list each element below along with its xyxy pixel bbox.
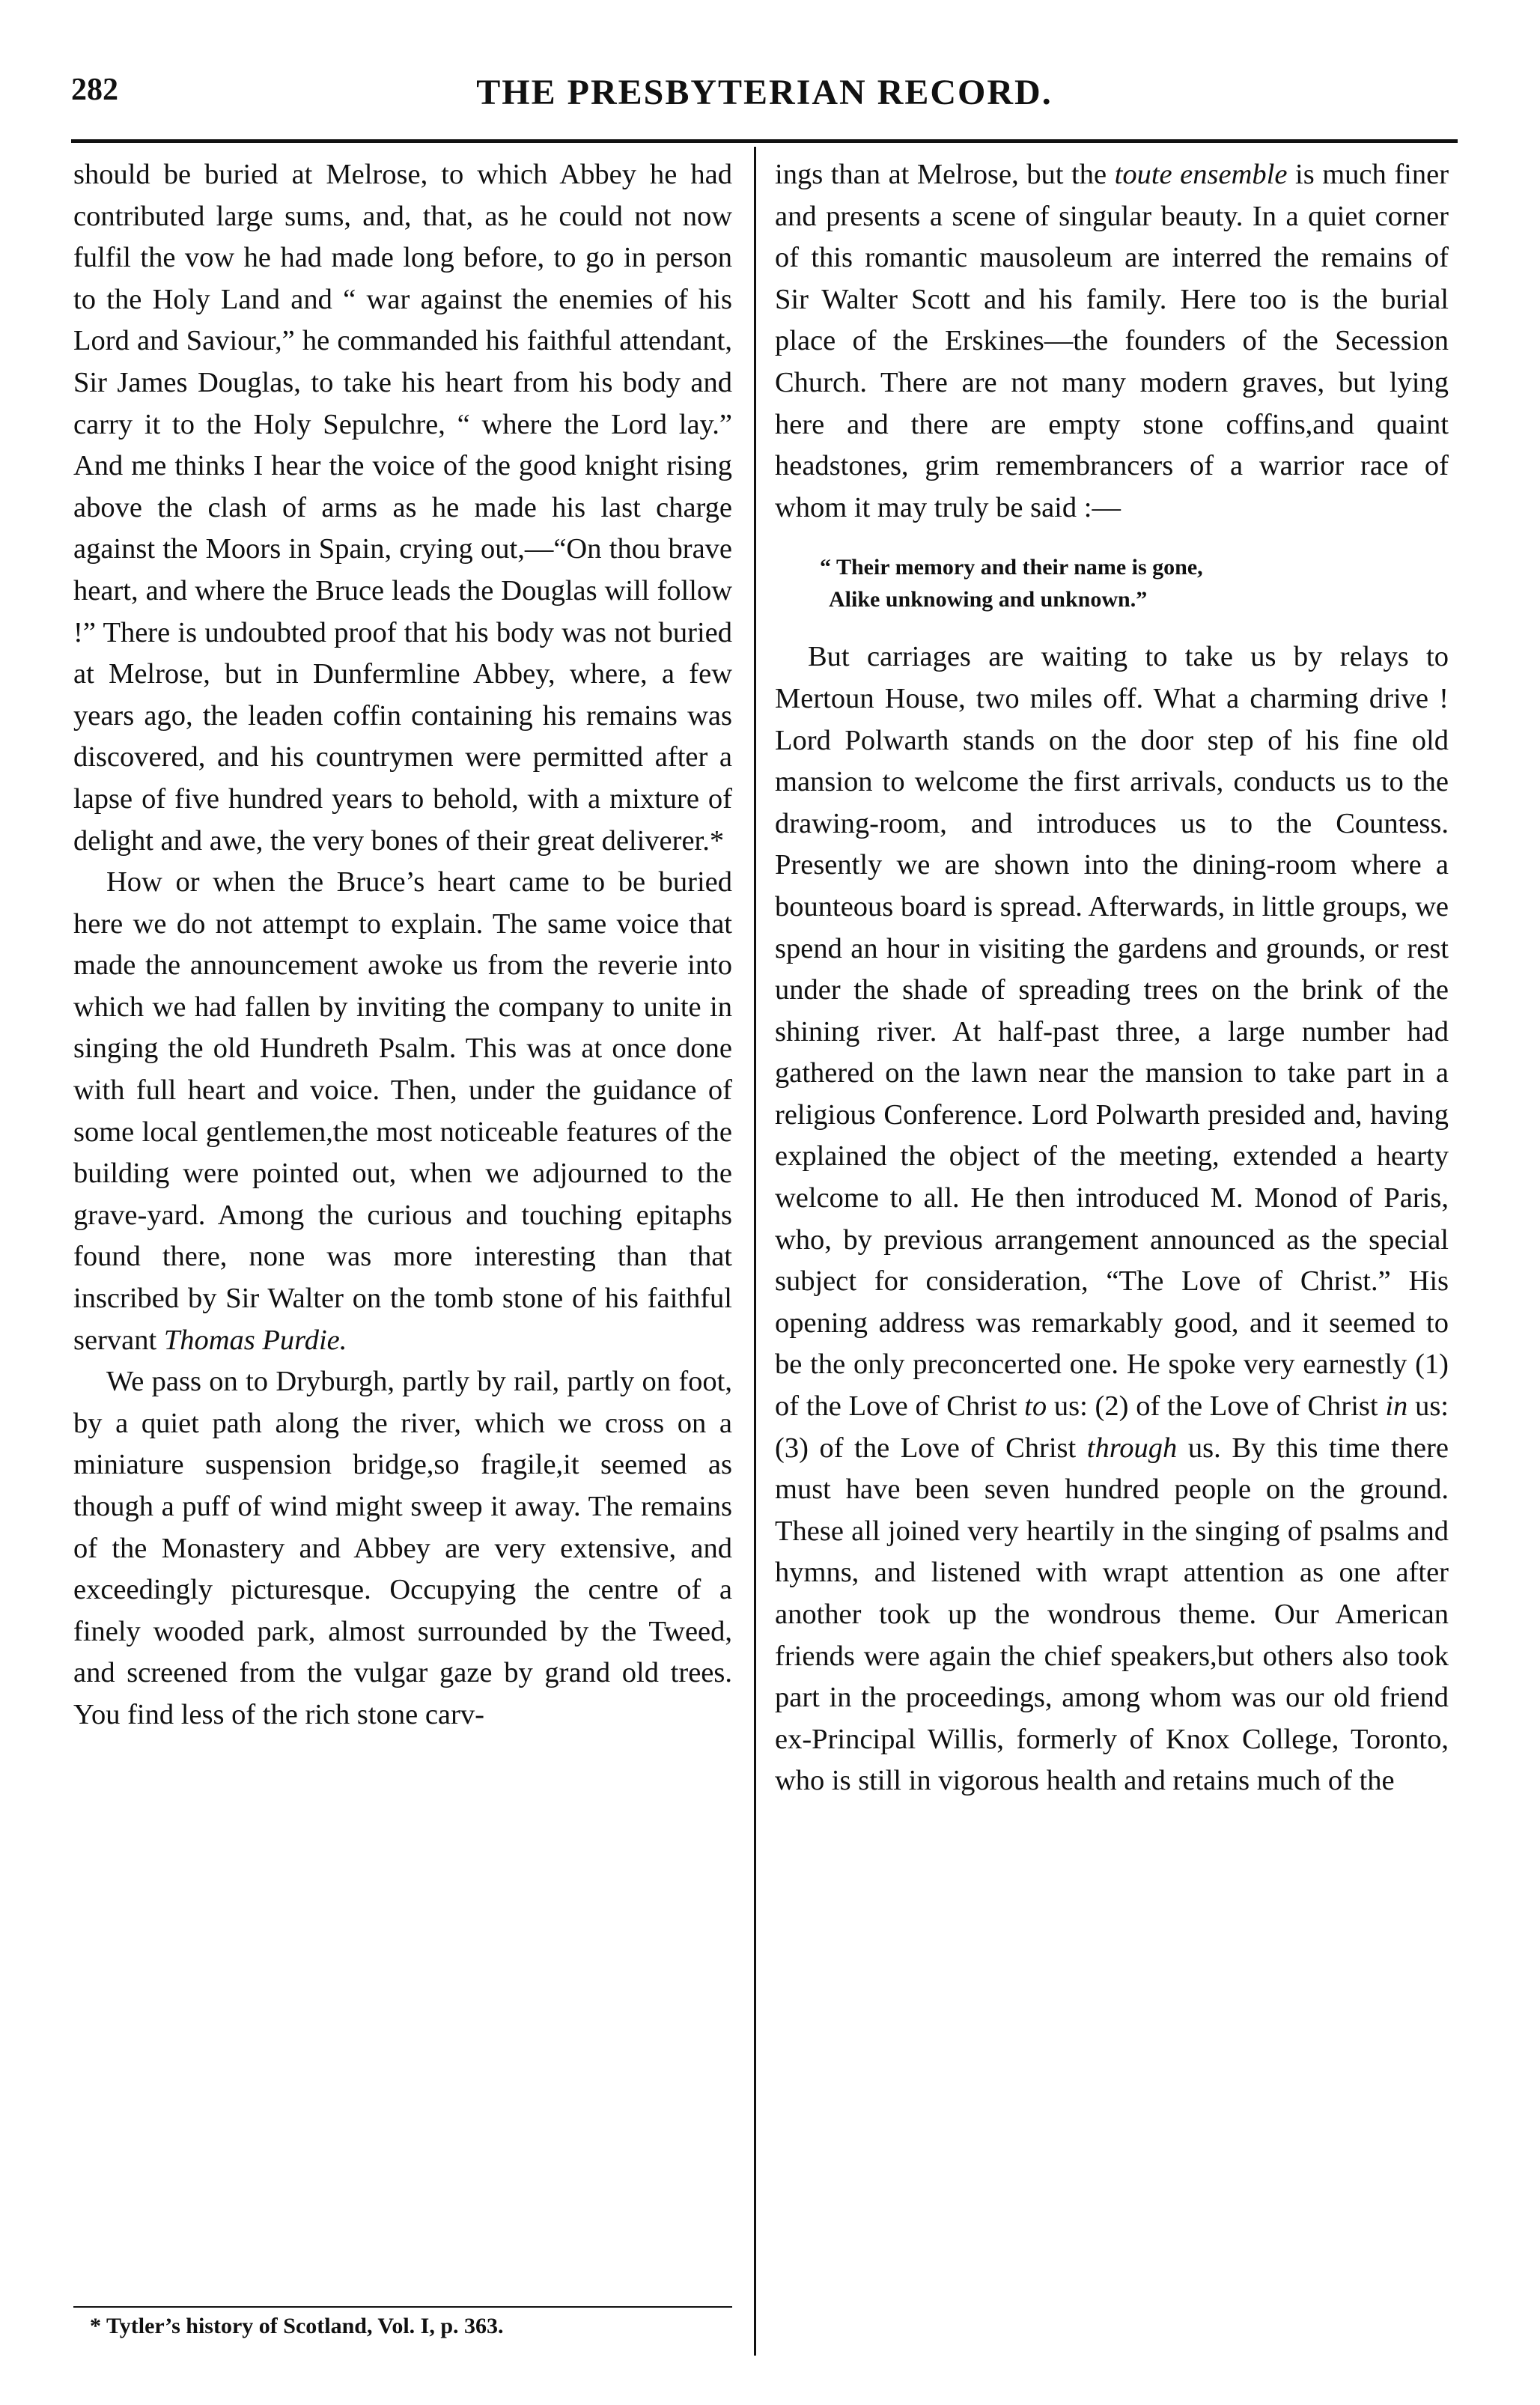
verse-line-2: Alike unknowing and unknown.”: [829, 587, 1148, 612]
page-header: [71, 72, 1458, 120]
footnote: * Tytler’s history of Scotland, Vol. I, p. 363.: [90, 2314, 504, 2338]
left-paragraph-2: [73, 862, 732, 1361]
italic-in: in: [1385, 1390, 1408, 1423]
right-paragraph-2-part-d: us. By this time there must have been seven hundred people on the ground. These all joined very heartily in the singing of psalms and hymns, and listened with wrapt attention as one after another took up the wondrous theme. Our American friends were again the chief speakers,but others also took part in the proceedings, among whom was our old friend ex-Principal Willis, formerly of Knox College, Toronto, who is still in vigorous health and retains much of the: [775, 1432, 1449, 1797]
right-paragraph-2-part-b: us: (2) of the Love of Christ: [1053, 1390, 1378, 1423]
right-paragraph-2-part-a: But carriages are waiting to take us by relays to Mertoun House, two miles off. What a charming drive ! Lord Polwarth stands on the door step of his fine old mansion to welcome the first arrivals, conducts us to the drawing-room, and introduces us to the Countess. Presently we are shown into the dining-room where a bounteous board is spread. Afterwards, in little groups, we spend an hour in visiting the gardens and grounds, or rest under the shade of spreading trees on the brink of the shining river. At half-past three, a large number had gathered on the lawn near the mansion to take part in a religious Conference. Lord Polwarth presided and, having explained the object of the meeting, extended a hearty welcome to all. He then introduced M. Monod of Paris, who, by previous arrangement announced as the special subject for consideration, “The Love of Christ.” His opening address was remarkably good, and it seemed to be the only preconcerted one. He spoke very earnestly (1) of the Love of Christ: [775, 641, 1449, 1423]
left-paragraph-2-italic: Thomas Purdie.: [163, 1324, 347, 1356]
right-paragraph-1-italic: toute ensemble: [1114, 159, 1288, 190]
verse-quote: [820, 551, 1449, 615]
right-paragraph-2: [775, 636, 1449, 1802]
right-paragraph-1-start: ings than at Melrose, but the: [775, 159, 1107, 190]
header-rule: [71, 139, 1458, 143]
italic-to: to: [1024, 1390, 1047, 1423]
page-number: 282: [71, 73, 118, 107]
right-column: [775, 154, 1449, 1802]
italic-through: through: [1086, 1432, 1178, 1464]
left-paragraph-2-text: How or when the Bruce’s heart came to be buried here we do not attempt to explain. The same voice that made the announcement awoke us from the reverie into which we had fallen by inviting the company to unite in singing the old Hundreth Psalm. This was at once done with full heart and voice. Then, under the guidance of some local gentlemen,the most noticeable features of the building were pointed out, when we adjourned to the grave-yard. Among the curious and touching epitaphs found there, none was more interesting than that inscribed by Sir Walter on the tomb stone of his faithful servant: [73, 866, 732, 1356]
left-column: [73, 154, 732, 1736]
footnote-rule: [73, 2306, 732, 2308]
right-paragraph-1-rest: is much finer and presents a scene of singular beauty. In a quiet corner of this romantic mausoleum are interred the remains of Sir Walter Scott and his family. Here too is the burial place of the Erskines—the founders of the Secession Church. There are not many modern graves, but lying here and there are empty stone coffins,and quaint headstones, grim remembrancers of a warrior race of whom it may truly be said :—: [775, 159, 1449, 523]
right-paragraph-2-part-c: us: (3) of the Love of Christ: [775, 1390, 1449, 1464]
verse-line-1: “ Their memory and their name is gone,: [820, 555, 1203, 580]
left-paragraph-3: We pass on to Dryburgh, partly by rail, partly on foot, by a quiet path along the river, which we cross on a miniature suspension bridge,so fragile,it seemed as though a puff of wind might sweep it away. The remains of the Monastery and Abbey are very extensive, and exceedingly picturesque. Occupying the centre of a finely wooded park, almost surrounded by the Tweed, and screened from the vulgar gaze by grand old trees. You find less of the rich stone carv-: [73, 1366, 732, 1730]
column-divider: [754, 147, 756, 2356]
left-paragraph-1: should be buried at Melrose, to which Abbey he had contributed large sums, and, that, as he could not now fulfil the vow he had made long before, to go in person to the Holy Land and “ war against the enemies of his Lord and Saviour,” he commanded his faithful attendant, Sir James Douglas, to take his heart from his body and carry it to the Holy Sepulchre, “ where the Lord lay.” And me thinks I hear the voice of the good knight rising above the clash of arms as he made his last charge against the Moors in Spain, crying out,—“On thou brave heart, and where the Bruce leads the Douglas will follow !” There is undoubted proof that his body was not buried at Melrose, but in Dunfermline Abbey, where, a few years ago, the leaden coffin containing his remains was discovered, and his countrymen were permitted after a lapse of five hundred years to behold, with a mixture of delight and awe, the very bones of their great deliverer.*: [73, 159, 732, 857]
right-paragraph-1: [775, 154, 1449, 529]
running-title: THE PRESBYTERIAN RECORD.: [476, 73, 1053, 112]
